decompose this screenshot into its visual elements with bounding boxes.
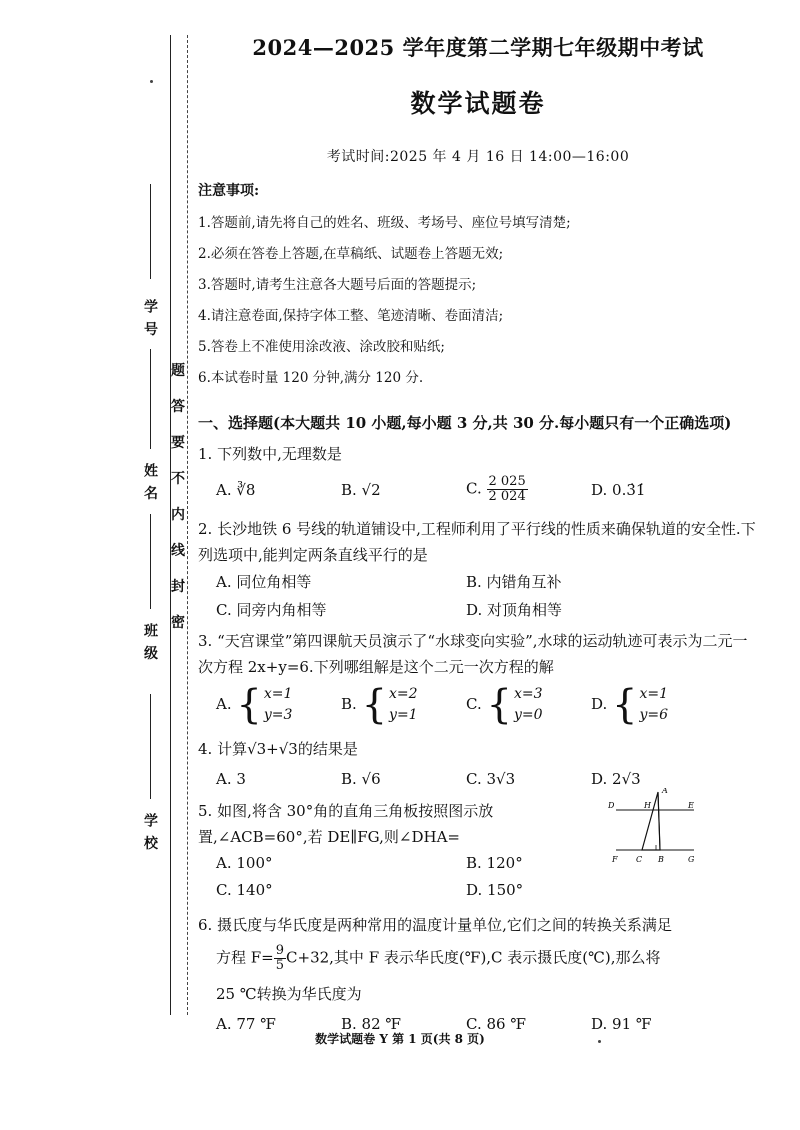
formula-suffix: C+32,其中 F 表示华氏度(℉),C 表示摄氏度(℃),那么将 [286,948,661,967]
equation-row: x=1 [263,686,293,702]
scan-speck [598,1040,601,1043]
line-ab [658,792,660,850]
option-c-label: C. [466,479,482,498]
label-g: G [688,855,695,864]
option-d-label: D. [591,695,608,713]
scan-speck [150,80,153,83]
student-id-blank [150,184,151,279]
equation-row: x=2 [389,686,418,702]
option-c: C. 3√3 [466,770,516,788]
label-f: F [612,855,618,864]
option-b: B. √2 [341,480,381,499]
seal-char: 要 [171,435,185,451]
equation-system: { x=1 y=3 [236,682,293,728]
option-a-label: A. [216,695,232,713]
option-a: A. 77 ℉ [216,1015,276,1033]
option-c [466,475,591,504]
option-d: D. 91 ℉ [591,1015,652,1033]
option-d [591,684,716,726]
option-a: A. 同位角相等 [216,573,312,591]
equation-system: { x=3 y=0 [486,682,543,728]
label-d: D [608,801,615,810]
question-6-stem-line3: 25 ℃转换为华氏度为 [216,985,362,1003]
note-item: 1.答题前,请先将自己的姓名、班级、考场号、座位号填写清楚; [198,215,571,231]
q5-figure [608,788,698,868]
question-2-stem: 2. 长沙地铁 6 号线的轨道铺设中,工程师利用了平行线的性质来确保轨道的安全性.下列选项中,能判定两条直线平行的是 [198,520,756,564]
question-2-options-row2 [198,596,758,624]
option-b: B. 82 ℉ [341,1015,402,1033]
seal-char: 线 [171,543,185,559]
seal-char: 内 [171,507,185,523]
option-d: D. 150° [466,881,524,899]
option-a: A. 100° [216,854,273,872]
school-field [140,690,160,852]
option-d: D. 0.3̇1̇ [591,480,646,499]
seal-char: 答 [171,399,185,415]
name-blank [150,349,151,449]
exam-title: 2024—2025 学年度第二学期七年级期中考试 [252,35,704,60]
label-h: H [644,801,651,810]
class-field [140,510,160,662]
label-e: E [688,801,694,810]
school-blank [150,694,151,799]
page-footer: 数学试题卷 Y 第 1 页(共 8 页) [315,1032,485,1046]
equation-system: { x=1 y=6 [612,682,669,728]
seal-char: 封 [171,579,185,595]
option-a [216,684,341,726]
exam-time: 考试时间:2025 年 4 月 16 日 14:00—16:00 [326,149,630,165]
question-3-options [198,684,758,726]
label-a: A [662,788,668,795]
question-4-options [198,770,758,788]
binding-dashed-line [187,35,188,1015]
option-c: C. 140° [216,881,273,899]
option-d: D. 对顶角相等 [466,601,563,619]
note-item: 2.必须在答卷上答题,在草稿纸、试题卷上答题无效; [198,246,504,262]
equation-row: y=1 [389,707,418,723]
name-label: 姓 名 [142,463,158,502]
section-heading: 一、选择题(本大题共 10 小题,每小题 3 分,共 30 分.每小题只有一个正确选项) [198,414,732,432]
seal-char: 不 [171,471,185,487]
option-a: A. 3 [216,770,246,788]
option-a: A. ∛8 [216,480,256,499]
question-3-stem: 3. “天宫课堂”第四课航天员演示了“水球变向实验”,水球的运动轨迹可表示为二元一次方程 2x+y=6.下列哪组解是这个二元一次方程的解 [198,632,748,676]
question-2-options-row1 [198,568,758,596]
student-id-field [140,180,160,338]
question-5-stem: 5. 如图,将含 30°角的直角三角板按照图示放置,∠ACB=60°,若 DE∥FG,则∠DHA= [198,802,494,846]
name-field [140,345,160,502]
question-6-stem-line1: 6. 摄氏度与华氏度是两种常用的温度计量单位,它们之间的转换关系满足 [198,916,672,934]
equation-row: x=1 [639,686,669,702]
label-b: B [658,855,664,864]
student-id-label: 学 号 [142,299,158,338]
formula-prefix: 方程 F= [216,948,274,967]
exam-subtitle: 数学试题卷 [410,89,546,118]
equation-row: y=6 [639,707,669,723]
class-blank [150,514,151,609]
fraction [487,475,528,504]
label-c: C [636,855,643,864]
notes-title: 注意事项: [198,183,260,199]
note-item: 4.请注意卷面,保持字体工整、笔迹清晰、卷面清洁; [198,308,504,324]
option-c [466,684,591,726]
option-c: C. 同旁内角相等 [216,601,327,619]
note-item: 5.答卷上不准使用涂改液、涂改胶和贴纸; [198,339,445,355]
class-label: 班 级 [142,623,158,662]
equation-system: { x=2 y=1 [361,682,418,728]
option-d: D. 2√3 [591,770,641,788]
option-c: C. 86 ℉ [466,1015,527,1033]
question-5-options-row2 [198,877,758,904]
option-c-label: C. [466,695,482,713]
exam-content [198,28,758,1033]
equation-row: y=3 [263,707,293,723]
equation-row: y=0 [513,707,543,723]
fraction-denominator: 2 024 [488,489,526,504]
question-1-options [198,475,758,504]
note-item: 3.答题时,请考生注意各大题号后面的答题提示; [198,277,477,293]
option-b: B. √6 [341,770,381,788]
seal-char: 密 [171,615,185,631]
school-label: 学 校 [142,813,158,852]
seal-line-text [170,360,186,632]
option-b: B. 120° [466,854,523,872]
equation-row: x=3 [513,686,543,702]
note-item: 6.本试卷时量 120 分钟,满分 120 分. [198,370,424,386]
seal-char: 题 [171,363,185,379]
fraction-numerator: 2 025 [488,474,526,489]
option-b: B. 内错角互补 [466,573,562,591]
option-b [341,684,466,726]
question-1-stem: 1. 下列数中,无理数是 [198,445,342,463]
option-b-label: B. [341,695,357,713]
fraction [274,944,286,973]
fraction-denominator: 5 [275,958,285,973]
question-4-stem: 4. 计算√3+√3的结果是 [198,740,358,758]
fraction-numerator: 9 [275,943,285,958]
question-6-stem-line2 [198,944,758,973]
